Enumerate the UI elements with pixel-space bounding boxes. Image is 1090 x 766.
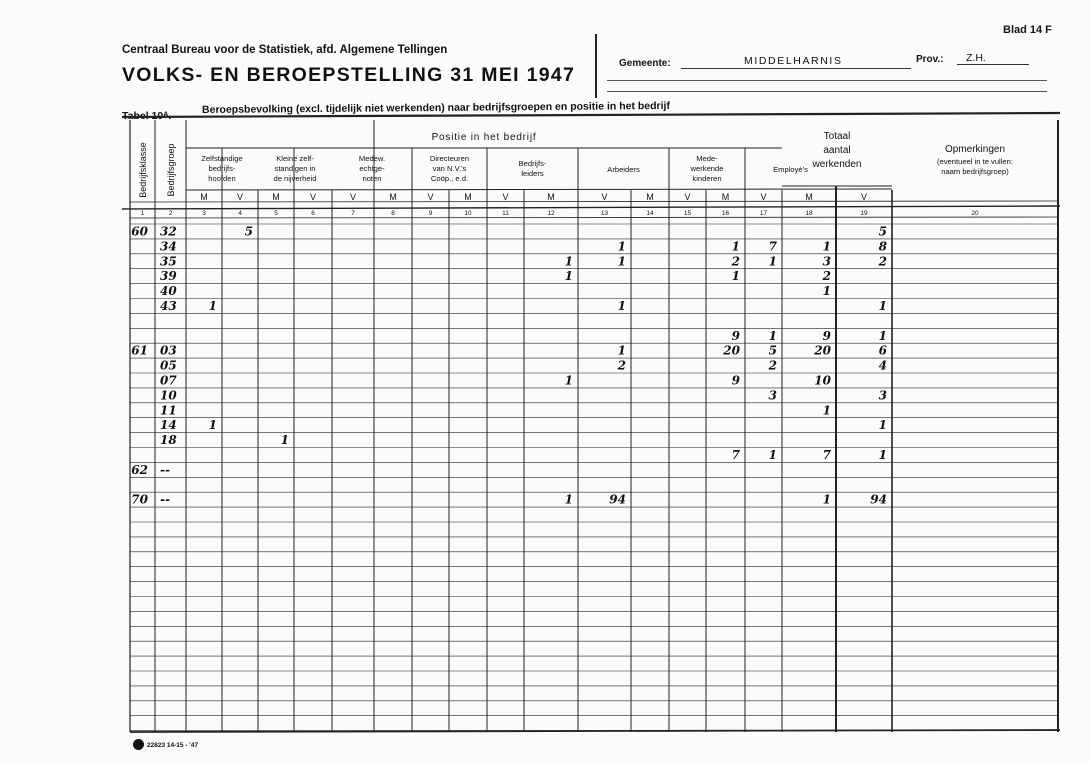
cell-value: 1 [822,403,831,418]
column-number: 18 [805,210,813,217]
mv-label: M [389,192,397,202]
groep-value: 11 [160,403,177,418]
header-rule [130,201,1058,202]
cell-value: 2 [617,358,626,373]
groep-value: -- [160,462,170,477]
column-number: 6 [311,210,315,217]
cell-value: 2 [822,269,831,284]
groep-value: 39 [160,269,177,284]
cell-value: 4 [878,358,887,373]
groep-value: 05 [160,358,177,373]
column-number: 16 [721,210,730,217]
groep-value: 34 [160,239,177,254]
groep-value: 18 [160,433,177,448]
cell-value: 7 [731,448,740,462]
groep-value: -- [160,492,170,507]
cell-value: 2 [878,254,887,269]
cell-value: 94 [609,492,626,507]
cell-value: 5 [244,224,253,239]
office-title: Centraal Bureau voor de Statistiek, afd. Algemene Tellingen [122,44,448,56]
municipality-value: MIDDELHARNIS [744,55,843,67]
groep-value: 10 [160,388,177,403]
mv-label: M [464,192,472,202]
cell-value: 1 [878,448,887,462]
mv-label: M [200,192,208,202]
group-header-label: leiders [521,169,544,178]
cell-value: 10 [814,373,831,388]
group-header-label: bedrijfs- [208,164,236,173]
cell-value: 1 [564,269,573,284]
column-number: 15 [683,210,692,217]
cell-value: 1 [731,269,740,284]
column-number: 14 [646,210,654,217]
positie-header: Positie in het bedrijf [431,132,537,143]
column-number: 2 [168,210,173,217]
mv-label: V [684,192,691,202]
table-top-rule [122,113,1060,117]
cell-value: 7 [768,239,777,254]
column-number: 10 [464,210,472,217]
cell-value: 3 [822,254,831,269]
column-number: 9 [428,210,433,217]
group-header-label: noten [362,174,382,183]
column-number: 17 [759,210,768,217]
column-number: 13 [600,210,609,217]
cell-value: 1 [731,239,740,254]
mv-label: V [349,192,357,202]
totaal-header: aantal [823,145,851,156]
cell-value: 1 [208,299,217,313]
sheet-number: Blad 14 F [1003,24,1052,36]
group-header-label: kinderen [692,174,722,183]
mv-label: V [601,192,608,202]
klasse-value: 60 [131,224,148,239]
cell-value: 1 [564,373,573,388]
group-header-label: Mede- [696,154,718,163]
mv-label: V [427,192,434,202]
cell-value: 1 [822,284,831,299]
group-header-label: Bedrijfs- [518,159,547,168]
cell-value: 9 [731,373,740,388]
column-number: 11 [502,210,509,217]
group-header-label: Employé's [773,165,808,174]
group-header-label: Medew. [358,154,386,163]
mv-label: M [646,192,654,202]
cell-value: 1 [768,448,777,462]
groep-value: 35 [160,254,177,269]
column-number: 12 [547,210,555,217]
column-number: 3 [202,210,206,217]
cell-value: 1 [878,418,887,433]
groep-value: 14 [160,418,177,433]
groep-value: 03 [160,343,177,358]
column-number: 4 [238,210,242,217]
group-header-label: van N.V.'s [432,164,467,173]
cell-value: 9 [822,328,831,343]
cell-value: 1 [878,328,887,343]
cell-value: 5 [768,343,777,358]
group-header-label: echtge- [359,164,385,173]
cell-value: 9 [731,328,740,343]
group-header-label: de nijverheid [273,174,317,183]
mv-label: M [547,192,555,202]
group-header-label: hoofden [208,174,236,183]
klasse-value: 62 [131,462,148,477]
cell-value: 1 [617,299,626,313]
klasse-value: 70 [131,492,148,507]
mv-label: V [309,192,317,202]
cell-value: 20 [723,343,740,358]
cbs-logo-icon [133,739,144,750]
cell-value: 1 [617,254,626,269]
cell-value: 1 [208,418,217,433]
cell-value: 1 [617,239,626,254]
table-title: Beroepsbevolking (excl. tijdelijk niet werkenden) naar bedrijfsgroepen en positie in het bedrijf [201,99,670,116]
opmerkingen-header: naam bedrijfsgroep) [941,167,1009,176]
column-number: 1 [140,210,145,217]
cell-value: 5 [878,224,887,239]
cell-value: 6 [878,343,887,358]
column-number: 8 [391,210,395,217]
group-header-label: werkende [690,164,724,173]
groep-value: 43 [160,299,177,313]
mv-label: M [805,192,813,202]
mv-label: V [860,192,868,202]
opmerkingen-header: Opmerkingen [944,144,1006,155]
cell-value: 1 [878,299,887,313]
number-row-rule [130,217,1058,218]
cell-value: 2 [768,358,777,373]
cell-value: 1 [280,433,289,448]
cell-value: 1 [564,492,573,507]
municipality-label: Gemeente: [619,58,671,69]
mv-label: M [272,192,280,202]
groep-value: 40 [160,284,177,299]
bedrijfsgroep-header: Bedrijfsgroep [166,143,176,197]
cell-value: 1 [617,343,626,358]
census-title: VOLKS- EN BEROEPSTELLING 31 MEI 1947 [122,64,576,86]
header-bottom-rule [122,206,1060,209]
group-header-label: standigen in [274,164,316,173]
cell-value: 1 [564,254,573,269]
cell-value: 1 [768,328,777,343]
groep-value: 07 [160,373,177,388]
cell-value: 20 [814,343,831,358]
group-header-label: Zelfstandige [201,154,243,163]
totaal-header: werkenden [812,159,862,170]
group-header-label: Kleine zelf- [276,154,314,163]
groep-value: 32 [160,224,177,239]
group-header-label: Arbeiders [607,165,640,174]
opmerkingen-header: (eventueel in te vullen: [937,157,1013,166]
column-number: 5 [274,210,278,217]
cell-value: 2 [731,254,740,269]
province-label: Prov.: [916,54,944,65]
print-code: 22823 14-15 - '47 [147,742,199,749]
column-number: 19 [860,210,868,217]
cell-value: 94 [870,492,887,507]
klasse-value: 61 [131,343,148,358]
column-number: 7 [351,210,355,217]
mv-label: V [502,192,509,202]
cell-value: 8 [878,239,887,254]
cell-value: 1 [822,239,831,254]
group-header-label: Directeuren [429,154,470,163]
mv-label: V [236,192,244,202]
totaal-header: Totaal [823,131,851,142]
cell-value: 7 [822,448,831,462]
mv-label: V [760,192,767,202]
bedrijfsklasse-header: Bedrijfsklasse [138,142,148,198]
cell-value: 3 [768,388,777,403]
header-rule [186,189,892,190]
column-number: 20 [971,210,979,217]
province-value: Z.H. [966,52,986,64]
cell-value: 3 [878,388,887,403]
cell-value: 1 [822,492,831,507]
group-header-label: Coöp., e.d. [430,174,469,183]
mv-label: M [721,192,730,202]
cell-value: 1 [768,254,777,269]
